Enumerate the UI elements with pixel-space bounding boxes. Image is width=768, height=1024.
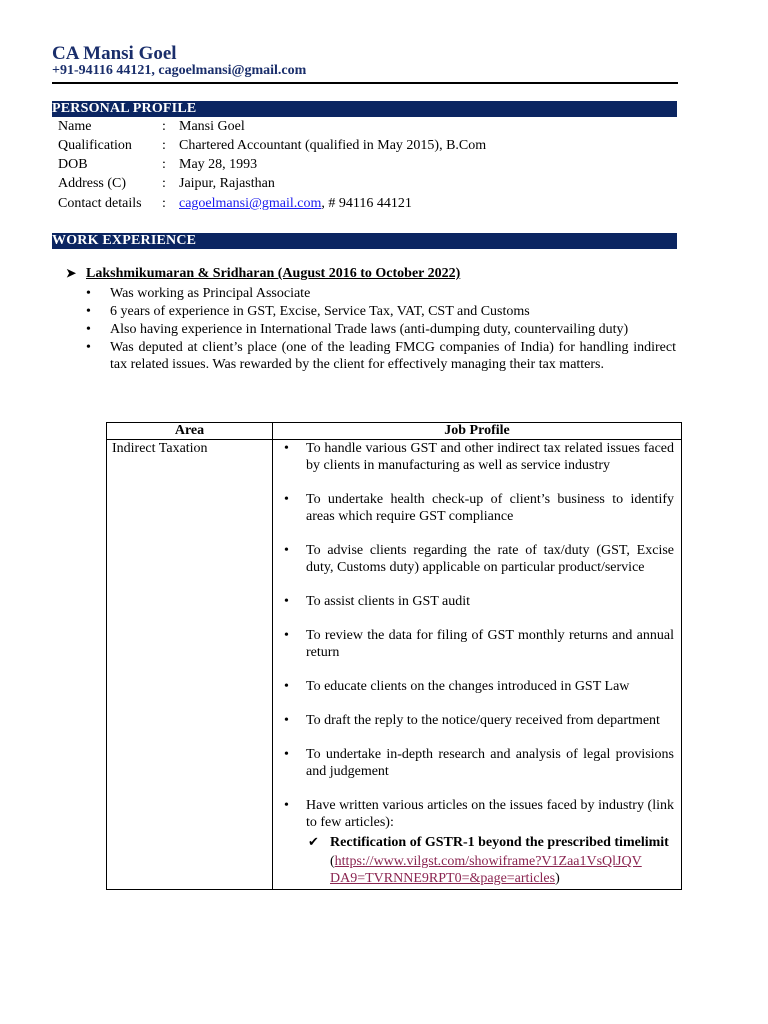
list-item xyxy=(86,285,676,302)
bullet-icon: • xyxy=(284,543,289,558)
job-item-text: To review the data for filing of GST monthly returns and annual return xyxy=(306,628,674,660)
profile-label: Address (C) xyxy=(58,176,127,191)
article-link-wrap xyxy=(330,853,674,887)
bullet-text: 6 years of experience in GST, Excise, Service Tax, VAT, CST and Customs xyxy=(110,304,530,319)
candidate-name: CA Mansi Goel xyxy=(52,43,177,64)
job-profile-table xyxy=(106,422,682,890)
header-divider xyxy=(52,82,678,84)
bullet-icon: • xyxy=(284,594,289,609)
profile-colon: : xyxy=(162,138,166,153)
article-url-line-1: https://www.vilgst.com/showiframe?V1Zaa1VsQlJQV xyxy=(334,854,642,869)
phone-number: , # 94116 44121 xyxy=(321,196,412,211)
profile-label: Contact details xyxy=(58,196,142,211)
article-title: Rectification of GSTR-1 beyond the prescribed timelimit xyxy=(330,835,669,850)
list-item xyxy=(273,797,674,887)
bullet-icon: • xyxy=(284,679,289,694)
column-header-job-profile: Job Profile xyxy=(273,423,682,440)
article-url-line-2: DA9=TVRNNE9RPT0=&page=articles xyxy=(330,871,556,886)
profile-label: Qualification xyxy=(58,138,132,153)
list-item xyxy=(86,303,676,320)
list-item xyxy=(273,542,674,576)
job-profile-cell xyxy=(273,440,682,890)
list-item xyxy=(86,321,676,338)
email-link[interactable]: cagoelmansi@gmail.com xyxy=(179,196,322,211)
arrow-bullet-icon: ➤ xyxy=(66,266,77,280)
job-item-text: To assist clients in GST audit xyxy=(306,594,471,609)
bullet-icon: • xyxy=(284,798,289,813)
profile-colon: : xyxy=(162,196,166,211)
table-header-row xyxy=(107,423,682,440)
section-heading-personal-profile: PERSONAL PROFILE xyxy=(52,101,677,117)
paren-open: ( xyxy=(330,854,335,869)
bullet-icon: • xyxy=(284,628,289,643)
list-item xyxy=(273,593,674,610)
bullet-icon: • xyxy=(284,492,289,507)
job-item-text: To draft the reply to the notice/query received from department xyxy=(306,713,660,728)
bullet-text: Was working as Principal Associate xyxy=(110,286,311,301)
profile-label: DOB xyxy=(58,157,88,172)
profile-colon: : xyxy=(162,176,166,191)
profile-value: Jaipur, Rajasthan xyxy=(179,176,275,191)
list-item xyxy=(273,491,674,525)
company-heading xyxy=(66,266,460,282)
list-item xyxy=(273,627,674,661)
profile-value: Chartered Accountant (qualified in May 2015), B.Com xyxy=(179,138,487,153)
list-item xyxy=(86,339,676,373)
table-row xyxy=(107,440,682,890)
bullet-text: Also having experience in International Trade laws (anti-dumping duty, countervailing duty) xyxy=(110,322,629,337)
job-profile-list xyxy=(273,440,681,889)
paren-close: ) xyxy=(555,871,560,886)
list-item xyxy=(273,712,674,729)
job-item-text: To advise clients regarding the rate of tax/duty (GST, Excise duty, Customs duty) applicable on particular product/service xyxy=(306,543,674,575)
bullet-icon: • xyxy=(86,286,91,301)
profile-colon: : xyxy=(162,119,166,134)
bullet-icon: • xyxy=(284,441,289,456)
bullet-icon: • xyxy=(284,713,289,728)
section-heading-work-experience: WORK EXPERIENCE xyxy=(52,233,677,249)
list-item xyxy=(273,746,674,780)
bullet-text: Was deputed at client’s place (one of the leading FMCG companies of India) for handling indirect tax related issues. Was rewarded by the client for effectively managing their tax matters. xyxy=(110,340,676,372)
job-item-text: To undertake in-depth research and analysis of legal provisions and judgement xyxy=(306,747,674,779)
bullet-icon: • xyxy=(86,304,91,319)
list-item xyxy=(273,440,674,474)
bullet-icon: • xyxy=(284,747,289,762)
list-item xyxy=(273,678,674,695)
profile-label: Name xyxy=(58,119,92,134)
experience-bullets xyxy=(86,285,676,374)
job-item-text: To handle various GST and other indirect tax related issues faced by clients in manufacturing as well as service industry xyxy=(306,441,674,473)
profile-value-contact xyxy=(179,194,412,213)
company-name: Lakshmikumaran & Sridharan (August 2016 to October 2022) xyxy=(86,266,461,281)
profile-value: Mansi Goel xyxy=(179,119,245,134)
profile-colon: : xyxy=(162,157,166,172)
job-item-text: To educate clients on the changes introduced in GST Law xyxy=(306,679,630,694)
bullet-icon: • xyxy=(86,340,91,355)
article-link[interactable] xyxy=(330,854,642,886)
checkmark-icon: ✔ xyxy=(308,834,319,849)
column-header-area: Area xyxy=(107,423,273,440)
area-cell: Indirect Taxation xyxy=(107,440,273,890)
article-entry xyxy=(306,833,674,887)
job-item-text: Have written various articles on the issues faced by industry (link to few articles): xyxy=(306,798,674,830)
header-contact: +91-94116 44121, cagoelmansi@gmail.com xyxy=(52,63,307,78)
bullet-icon: • xyxy=(86,322,91,337)
job-item-text: To undertake health check-up of client’s business to identify areas which require GST compliance xyxy=(306,492,674,524)
profile-value: May 28, 1993 xyxy=(179,157,258,172)
